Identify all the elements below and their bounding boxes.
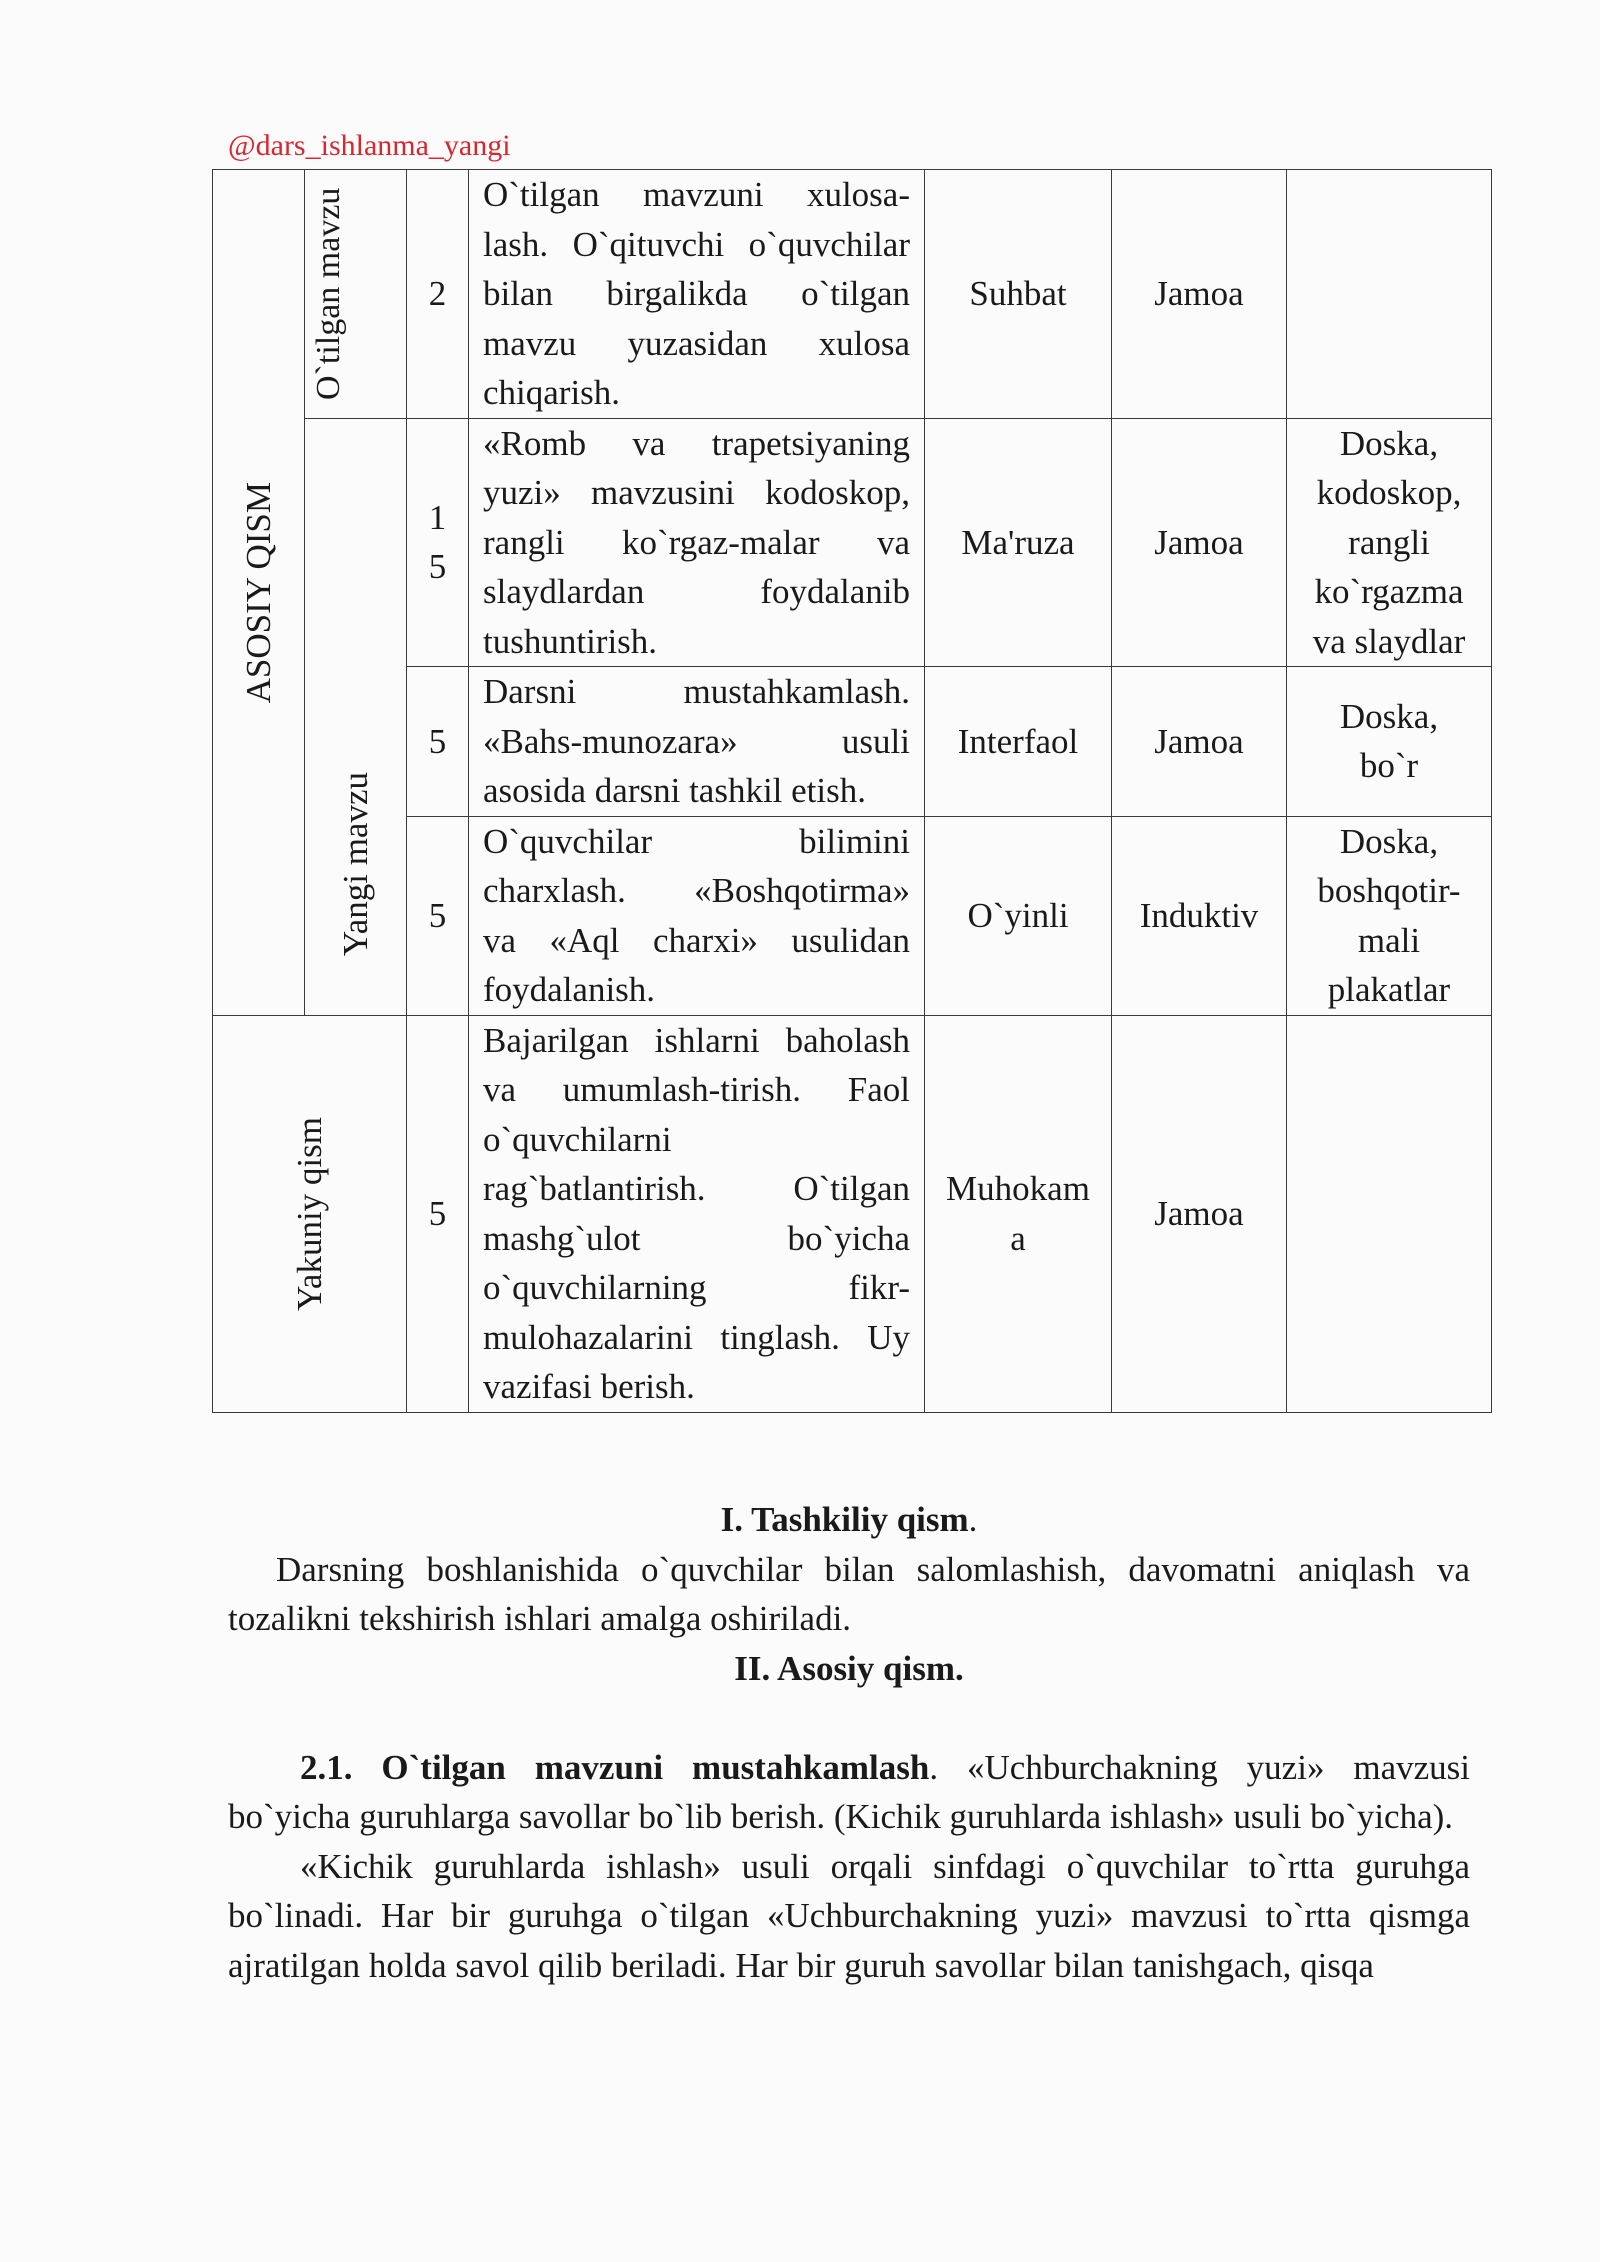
method-cell: Ma'ruza xyxy=(925,418,1112,667)
minutes-value: 15 xyxy=(428,498,447,587)
form-cell: Induktiv xyxy=(1112,816,1287,1015)
description-cell xyxy=(469,667,925,817)
method-cell: O`yinli xyxy=(925,816,1112,1015)
description-cell xyxy=(469,816,925,1015)
watermark-handle: @dars_ishlanma_yangi xyxy=(228,129,511,162)
equipment-line: kodoskop, xyxy=(1316,473,1462,512)
description-line: yuzi» mavzusini kodoskop, xyxy=(483,473,910,512)
table-row xyxy=(213,418,1492,667)
lesson-plan-table xyxy=(212,169,1492,1413)
description-cell xyxy=(469,170,925,419)
method-cell: Suhbat xyxy=(925,170,1112,419)
method-cell: Interfaol xyxy=(925,667,1112,817)
description-line: O`tilgan mavzuni xulosa- xyxy=(483,175,910,214)
body-text xyxy=(228,1495,1470,1990)
description-line: Darsni mustahkamlash. xyxy=(483,672,910,711)
minutes-cell xyxy=(407,418,469,667)
paragraph: «Kichik guruhlarda ishlash» usuli orqali sinfdagi o`quvchilar to`rtta guruhga bo`linadi. Har bir guruhga o`tilgan «Uchburchakning yuzi» mavzusi to`rtta qismga ajratilgan holda savol qilib beriladi. Har bir guruh savollar bilan tanishgach, qisqa xyxy=(228,1846,1470,1985)
description-line: lash. O`qituvchi o`quvchilar xyxy=(483,224,910,264)
equipment-cell xyxy=(1287,418,1492,667)
table-row xyxy=(213,170,1492,419)
equipment-line: plakatlar xyxy=(1327,970,1451,1009)
equipment-line: va slaydlar xyxy=(1312,621,1466,661)
section-main-label: ASOSIY QISM xyxy=(238,481,278,703)
description-line: o`quvchilarning fikr- xyxy=(483,1268,910,1307)
method-cell xyxy=(925,1015,1112,1412)
description-line: mulohazalarini tinglash. Uy xyxy=(483,1317,910,1357)
blank-line xyxy=(228,1693,1470,1743)
equipment-cell xyxy=(1287,816,1492,1015)
equipment-line: ko`rgazma xyxy=(1314,572,1464,611)
equipment-line: rangli xyxy=(1348,522,1430,562)
form-cell: Jamoa xyxy=(1112,667,1287,817)
section-heading: II. Asosiy qism. xyxy=(734,1648,964,1688)
description-line: rag`batlantirish. O`tilgan xyxy=(483,1169,910,1208)
description-line: slaydlardan foydalanib xyxy=(483,572,910,611)
minutes-cell: 2 xyxy=(407,170,469,419)
heading-text: I. Tashkiliy qism xyxy=(720,1500,969,1539)
paragraph-bold-lead: 2.1. O`tilgan mavzuni mustahkamlash xyxy=(300,1747,930,1787)
equipment-line: boshqotir- xyxy=(1317,871,1461,910)
paragraph xyxy=(228,1743,1470,1842)
section-main-cell xyxy=(213,170,305,1016)
paragraph-rest: . «Uchburchakning yuzi» mavzusi bo`yicha guruhlarga savollar bo`lib berish. (Kichik guruhlarda ishlash» usuli bo`yicha). xyxy=(228,1747,1470,1836)
minutes-cell: 5 xyxy=(407,1015,469,1412)
minutes-cell: 5 xyxy=(407,816,469,1015)
equipment-line: Doska, xyxy=(1339,821,1439,861)
equipment-line: Doska, xyxy=(1339,423,1439,463)
group-new-cell xyxy=(305,418,407,1015)
method-line: a xyxy=(1010,1218,1026,1258)
description-line: «Bahs-munozara» usuli xyxy=(483,721,910,761)
group-past-cell xyxy=(305,170,407,419)
group-past-label: O`tilgan mavzu xyxy=(309,187,347,400)
form-cell: Jamoa xyxy=(1112,1015,1287,1412)
minutes-cell: 5 xyxy=(407,667,469,817)
description-line: «Romb va trapetsiyaning xyxy=(483,423,910,463)
group-new-label: Yangi mavzu xyxy=(335,772,375,957)
description-line: va umumlash-tirish. Faol xyxy=(483,1070,910,1109)
form-cell: Jamoa xyxy=(1112,170,1287,419)
description-line: mavzu yuzasidan xulosa xyxy=(483,323,910,363)
form-cell: Jamoa xyxy=(1112,418,1287,667)
equipment-cell xyxy=(1287,667,1492,817)
section-final-cell xyxy=(213,1015,407,1412)
description-line: asosida darsni tashkil etish. xyxy=(483,771,867,810)
description-line: rangli ko`rgaz-malar va xyxy=(483,522,910,562)
description-line: charxlash. «Boshqotirma» xyxy=(483,871,910,910)
description-line: O`quvchilar bilimini xyxy=(483,821,910,861)
description-line: o`quvchilarni xyxy=(483,1119,672,1159)
section-final-label: Yakuniy qism xyxy=(289,1116,329,1311)
table-row xyxy=(213,1015,1492,1412)
description-line: tushuntirish. xyxy=(483,621,658,661)
description-line: Bajarilgan ishlarni baholash xyxy=(483,1020,910,1060)
description-line: va «Aql charxi» usulidan xyxy=(483,920,910,960)
description-cell xyxy=(469,418,925,667)
equipment-line: bo`r xyxy=(1359,746,1419,786)
description-line: mashg`ulot bo`yicha xyxy=(483,1218,910,1258)
equipment-line: Doska, xyxy=(1339,696,1439,736)
equipment-cell xyxy=(1287,170,1492,419)
section-heading xyxy=(228,1495,1470,1545)
description-cell xyxy=(469,1015,925,1412)
description-line: bilan birgalikda o`tilgan xyxy=(483,274,910,313)
description-line: foydalanish. xyxy=(483,970,656,1009)
method-line: Muhokam xyxy=(946,1169,1090,1208)
heading-punctuation: . xyxy=(968,1500,978,1539)
description-line: chiqarish. xyxy=(483,373,621,412)
description-line: vazifasi berish. xyxy=(483,1367,695,1406)
equipment-line: mali xyxy=(1357,920,1421,960)
paragraph: Darsning boshlanishida o`quvchilar bilan salomlashish, davomatni aniqlash va tozalikni tekshirish ishlari amalga oshiriladi. xyxy=(228,1549,1470,1638)
equipment-cell xyxy=(1287,1015,1492,1412)
